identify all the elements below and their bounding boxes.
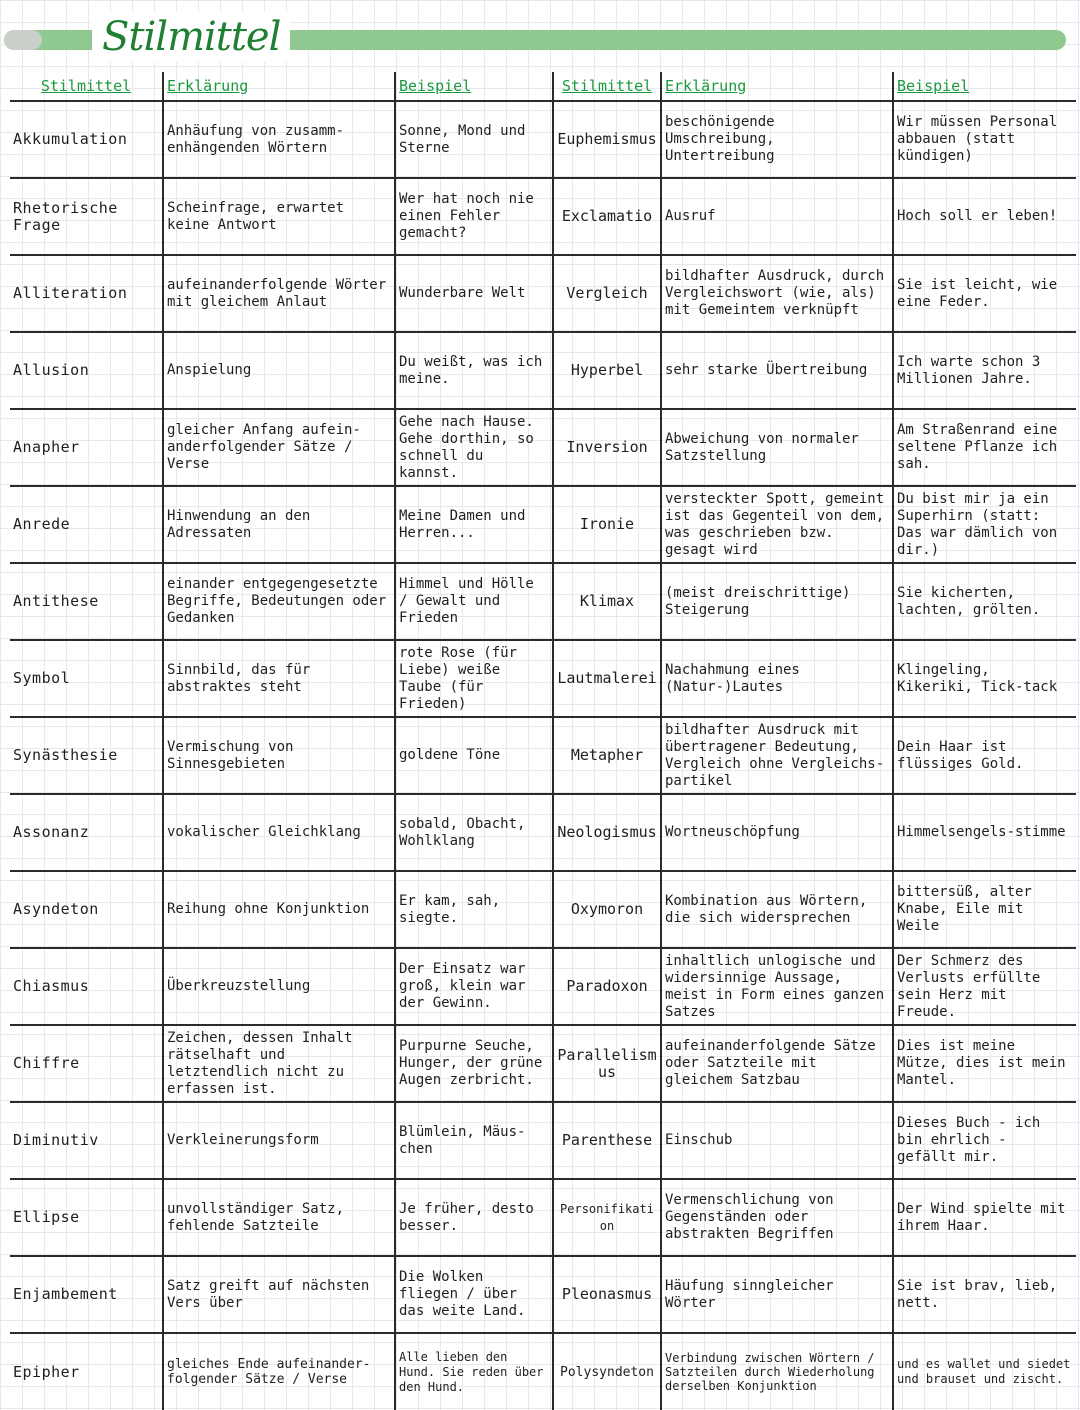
definition-cell: Reihung ohne Konjunktion [163,871,395,948]
example-cell: Er kam, sah, siegte. [395,871,553,948]
term-cell: Allusion [10,332,163,409]
example-cell: Du bist mir ja ein Superhirn (statt: Das war dämlich von dir.) [893,486,1076,563]
definition-cell: Nachahmung eines (Natur-)Lautes [661,640,893,717]
term-cell: Symbol [10,640,163,717]
term-cell: Diminutiv [10,1102,163,1179]
term-cell: Akkumulation [10,101,163,178]
example-cell: Himmel und Hölle / Gewalt und Frieden [395,563,553,640]
term-cell: Metapher [553,717,661,794]
header-stilmittel: Stilmittel [10,72,163,101]
example-cell: Wer hat noch nie einen Fehler gemacht? [395,178,553,255]
term-cell: Exclamatio [553,178,661,255]
definition-cell: Vermenschlichung von Gegenständen oder abstrakten Begriffen [661,1179,893,1256]
definition-cell: Verkleinerungsform [163,1102,395,1179]
table-row [10,1102,1076,1179]
table-row [10,101,1076,178]
definition-cell: Anspielung [163,332,395,409]
definition-cell: vokalischer Gleichklang [163,794,395,871]
definition-cell: Kombination aus Wörtern, die sich widersprechen [661,871,893,948]
table-row [10,563,1076,640]
table-row [10,871,1076,948]
table-row [10,332,1076,409]
table-row [10,255,1076,332]
example-cell: Wir müssen Personal abbauen (statt kündigen) [893,101,1076,178]
example-cell: Der Wind spielte mit ihrem Haar. [893,1179,1076,1256]
example-cell: Purpurne Seuche, Hunger, der grüne Augen zerbricht. [395,1025,553,1102]
definition-cell: Scheinfrage, erwartet keine Antwort [163,178,395,255]
header-erklaerung-2: Erklärung [661,72,893,101]
term-cell: Ironie [553,486,661,563]
term-cell: Neologismus [553,794,661,871]
example-cell: Dies ist meine Mütze, dies ist mein Mantel. [893,1025,1076,1102]
example-cell: Sie ist brav, lieb, nett. [893,1256,1076,1333]
definition-cell: Einschub [661,1102,893,1179]
definition-cell: einander entgegengesetzte Begriffe, Bedeutungen oder Gedanken [163,563,395,640]
definition-cell: Hinwendung an den Adressaten [163,486,395,563]
definition-cell: unvollständiger Satz, fehlende Satzteile [163,1179,395,1256]
definition-cell: Wortneuschöpfung [661,794,893,871]
definition-cell: Zeichen, dessen Inhalt rätselhaft und letztendlich nicht zu erfassen ist. [163,1025,395,1102]
term-cell: Pleonasmus [553,1256,661,1333]
definition-cell: bildhafter Ausdruck, durch Vergleichswort (wie, als) mit Gemeintem verknüpft [661,255,893,332]
term-cell: Hyperbel [553,332,661,409]
term-cell: Personifikation [553,1179,661,1256]
definition-cell: Verbindung zwischen Wörtern / Satzteilen durch Wiederholung derselben Konjunktion [661,1333,893,1410]
title-stripe-cap-left [4,30,42,50]
example-cell: rote Rose (für Liebe) weiße Taube (für Frieden) [395,640,553,717]
definition-cell: Vermischung von Sinnesgebieten [163,717,395,794]
definition-cell: gleiches Ende aufeinander-folgender Sätze / Verse [163,1333,395,1410]
term-cell: Lautmalerei [553,640,661,717]
term-cell: Epipher [13,1362,80,1381]
definition-cell: Ausruf [661,178,893,255]
example-cell: goldene Töne [395,717,553,794]
example-cell: und es wallet und siedet und brauset und zischt. [893,1333,1076,1410]
header-stilmittel-2: Stilmittel [553,72,661,101]
definition-cell: Überkreuzstellung [163,948,395,1025]
example-cell: Hoch soll er leben! [893,178,1076,255]
definition-cell: gleicher Anfang aufein-anderfolgender Sätze / Verse [163,409,395,486]
table-row [10,717,1076,794]
stilmittel-table [10,72,1076,1410]
definition-cell: beschönigende Umschreibung, Untertreibung [661,101,893,178]
header-row [10,72,1076,101]
example-cell: Sie ist leicht, wie eine Feder. [893,255,1076,332]
term-cell: Assonanz [10,794,163,871]
table-row [10,1333,1076,1410]
term-cell: Anapher [10,409,163,486]
example-cell: Sie kicherten, lachten, grölten. [893,563,1076,640]
example-cell: Ich warte schon 3 Millionen Jahre. [893,332,1076,409]
example-cell: Am Straßenrand eine seltene Pflanze ich sah. [893,409,1076,486]
table-row [10,948,1076,1025]
term-cell: Oxymoron [553,871,661,948]
definition-cell: Häufung sinngleicher Wörter [661,1256,893,1333]
table-row [10,640,1076,717]
definition-cell: aufeinanderfolgende Sätze oder Satzteile mit gleichem Satzbau [661,1025,893,1102]
definition-cell: inhaltlich unlogische und widersinnige Aussage, meist in Form eines ganzen Satzes [661,948,893,1025]
example-cell: Je früher, desto besser. [395,1179,553,1256]
term-cell: Inversion [553,409,661,486]
term-cell: Parallelismus [553,1025,661,1102]
table-row [10,794,1076,871]
page-title: Stilmittel [92,12,290,62]
term-cell: Ellipse [10,1179,163,1256]
title-bar [4,14,1066,60]
term-cell: Anrede [10,486,163,563]
table-row [10,178,1076,255]
example-cell: Himmelsengels-stimme [893,794,1076,871]
example-cell: Sonne, Mond und Sterne [395,101,553,178]
example-cell: Dein Haar ist flüssiges Gold. [893,717,1076,794]
term-cell: Klimax [553,563,661,640]
definition-cell: versteckter Spott, gemeint ist das Gegenteil von dem, was geschrieben bzw. gesagt wird [661,486,893,563]
definition-cell: Abweichung von normaler Satzstellung [661,409,893,486]
table-row [10,1256,1076,1333]
example-cell: Meine Damen und Herren... [395,486,553,563]
table-row [10,1179,1076,1256]
term-cell: Chiffre [10,1025,163,1102]
example-cell: Wunderbare Welt [395,255,553,332]
example-cell: Gehe nach Hause. Gehe dorthin, so schnell du kannst. [395,409,553,486]
definition-cell: sehr starke Übertreibung [661,332,893,409]
example-cell: Die Wolken fliegen / über das weite Land. [395,1256,553,1333]
table-row [10,1025,1076,1102]
example-cell: Der Schmerz des Verlusts erfüllte sein Herz mit Freude. [893,948,1076,1025]
term-cell: Vergleich [553,255,661,332]
term-cell: Chiasmus [10,948,163,1025]
example-cell: bittersüß, alter Knabe, Eile mit Weile [893,871,1076,948]
term-cell: Enjambement [10,1256,163,1333]
term-cell: Synästhesie [10,717,163,794]
example-cell: Dieses Buch - ich bin ehrlich - gefällt mir. [893,1102,1076,1179]
definition-cell: (meist dreischrittige) Steigerung [661,563,893,640]
term-cell: Rhetorische Frage [10,178,163,255]
term-cell: Euphemismus [553,101,661,178]
example-cell: Klingeling, Kikeriki, Tick-tack [893,640,1076,717]
term-cell: Polysyndeton [553,1333,661,1410]
term-cell: Asyndeton [10,871,163,948]
header-beispiel-2: Beispiel [893,72,1076,101]
header-beispiel: Beispiel [395,72,553,101]
term-cell: Antithese [10,563,163,640]
header-erklaerung: Erklärung [163,72,395,101]
definition-cell: bildhafter Ausdruck mit übertragener Bedeutung, Vergleich ohne Vergleichs-partikel [661,717,893,794]
example-cell: Blümlein, Mäus-chen [395,1102,553,1179]
term-cell: Paradoxon [553,948,661,1025]
example-cell: Alle lieben den Hund. Sie reden über den Hund. [395,1333,553,1410]
definition-cell: Satz greift auf nächsten Vers über [163,1256,395,1333]
definition-cell: aufeinanderfolgende Wörter mit gleichem Anlaut [163,255,395,332]
term-cell: Alliteration [10,255,163,332]
definition-cell: Anhäufung von zusamm-enhängenden Wörtern [163,101,395,178]
definition-cell: Sinnbild, das für abstraktes steht [163,640,395,717]
term-cell: Parenthese [553,1102,661,1179]
example-cell: Der Einsatz war groß, klein war der Gewinn. [395,948,553,1025]
example-cell: sobald, Obacht, Wohlklang [395,794,553,871]
table-row [10,486,1076,563]
example-cell: Du weißt, was ich meine. [395,332,553,409]
table-row [10,409,1076,486]
